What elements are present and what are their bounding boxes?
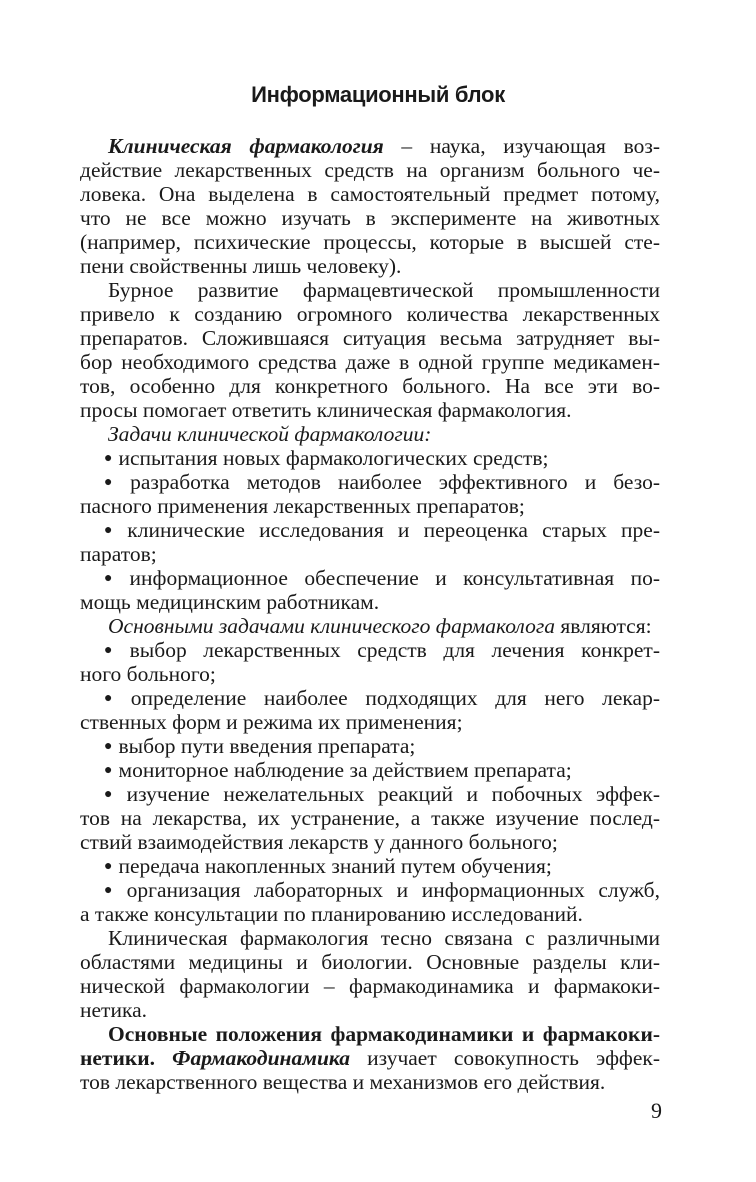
tasks-heading: Задачи клинической фармакологии:	[108, 422, 432, 446]
main-tasks-heading: Основными задачами клинического фармаколога являются:	[108, 614, 652, 638]
paragraph-2-line-4: бор необходимого средства даже в одной группе медикамен-	[80, 350, 660, 374]
bullet-icon: ●	[104, 859, 113, 874]
main-task-item-5-cont-2: ствий взаимодействия лекарств у данного больного;	[80, 830, 558, 854]
bullet-icon: ●	[104, 523, 122, 538]
term-clinical-pharmacology: Клиническая фармакология	[108, 134, 384, 158]
paragraph-3-line-2: областями медицины и биологии. Основные разделы кли-	[80, 950, 660, 974]
paragraph-1-line-3: ловека. Она выделена в самостоятельный предмет потому,	[80, 182, 660, 206]
bullet-icon: ●	[104, 787, 121, 802]
task-item-4-cont: мощь медицинским работникам.	[80, 590, 380, 614]
main-task-item-6: ● передача накопленных знаний путем обучения;	[104, 854, 552, 878]
paragraph-1-line-2: действие лекарственных средств на организм больного че-	[80, 158, 660, 182]
bullet-icon: ●	[104, 451, 113, 466]
task-item-3: ● клинические исследования и переоценка старых пре-	[104, 518, 660, 542]
main-task-item-5-cont-1: тов на лекарства, их устранение, а также изучение послед-	[80, 806, 660, 830]
paragraph-2-line-5: тов, особенно для конкретного больного. На все эти во-	[80, 374, 660, 398]
bullet-icon: ●	[104, 475, 125, 490]
main-task-item-7-cont: а также консультации по планированию исследований.	[80, 902, 583, 926]
paragraph-2-line-2: привело к созданию огромного количества лекарственных	[80, 302, 660, 326]
task-item-3-cont: паратов;	[80, 542, 157, 566]
paragraph-4-line-2: нетики. Фармакодинамика изучает совокупность эффек-	[80, 1046, 660, 1070]
main-task-item-2: ● определение наиболее подходящих для него лекар-	[104, 686, 660, 710]
task-item-2: ● разработка методов наиболее эффективного и безо-	[104, 470, 660, 494]
main-task-item-2-cont: ственных форм и режима их применения;	[80, 710, 463, 734]
paragraph-2-line-3: препаратов. Сложившаяся ситуация весьма затрудняет вы-	[80, 326, 660, 350]
paragraph-1-line-6: пени свойственны лишь человеку).	[80, 254, 402, 278]
main-task-item-7: ● организация лабораторных и информационных служб,	[104, 878, 660, 902]
section-heading: Информационный блок	[251, 82, 505, 107]
paragraph-2-line-6: просы помогает ответить клиническая фармакология.	[80, 398, 572, 422]
bullet-icon: ●	[104, 763, 113, 778]
task-item-4: ● информационное обеспечение и консультативная по-	[104, 566, 660, 590]
bullet-icon: ●	[104, 571, 124, 586]
paragraph-2-line-1: Бурное развитие фармацевтической промышленности	[108, 278, 660, 302]
paragraph-1-line-1: Клиническая фармакология – наука, изучающая воз-	[108, 134, 660, 158]
main-task-item-3: ● выбор пути введения препарата;	[104, 734, 416, 758]
main-task-item-1-cont: ного больного;	[80, 662, 216, 686]
paragraph-3-line-3: нической фармакологии – фармакодинамика и фармакоки-	[80, 974, 660, 998]
bullet-icon: ●	[104, 883, 121, 898]
paragraph-4-line-1: Основные положения фармакодинамики и фармакоки-	[108, 1022, 660, 1046]
term-pharmacodynamics: Фармакодинамика	[172, 1046, 351, 1070]
paragraph-1-line-4: что не все можно изучать в эксперименте на животных	[80, 206, 660, 230]
paragraph-3-line-1: Клиническая фармакология тесно связана с различными	[108, 926, 660, 950]
paragraph-4-line-3: тов лекарственного вещества и механизмов его действия.	[80, 1070, 606, 1094]
paragraph-3-line-4: нетика.	[80, 998, 147, 1022]
task-item-2-cont: пасного применения лекарственных препаратов;	[80, 494, 525, 518]
bullet-icon: ●	[104, 691, 125, 706]
bullet-icon: ●	[104, 739, 113, 754]
main-task-item-4: ● мониторное наблюдение за действием препарата;	[104, 758, 572, 782]
task-item-1: ● испытания новых фармакологических средств;	[104, 446, 549, 470]
main-task-item-1: ● выбор лекарственных средств для лечения конкрет-	[104, 638, 660, 662]
paragraph-1-line-5: (например, психические процессы, которые в высшей сте-	[80, 230, 660, 254]
bullet-icon: ●	[104, 643, 124, 658]
page-number: 9	[651, 1098, 662, 1123]
main-task-item-5: ● изучение нежелательных реакций и побочных эффек-	[104, 782, 660, 806]
